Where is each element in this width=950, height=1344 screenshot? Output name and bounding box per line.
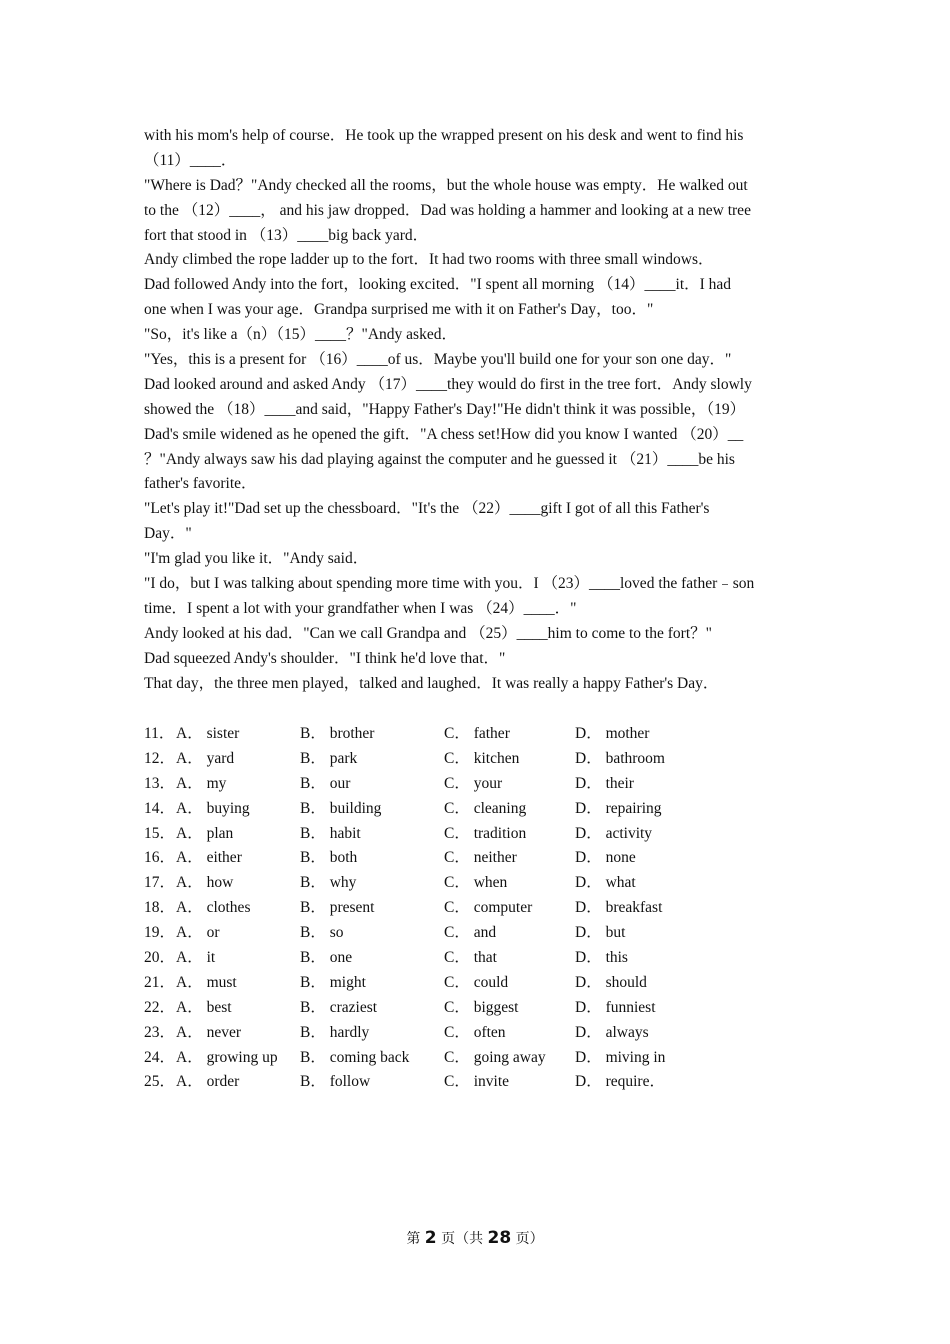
option-d: D． should xyxy=(575,973,647,991)
option-a: A． it xyxy=(176,949,216,967)
option-b: B． park xyxy=(300,749,358,767)
option-d: D． miving in xyxy=(575,1048,666,1066)
question-number: 20． xyxy=(144,949,176,967)
option-c: C． computer xyxy=(444,899,533,917)
passage-line: Dad looked around and asked Andy （17）____they would do first in the tree fort．Andy slowly xyxy=(144,375,752,393)
option-c: C． neither xyxy=(444,849,517,867)
question-number: 13． xyxy=(144,774,176,792)
option-c: C． when xyxy=(444,874,508,892)
footer-middle: 页（共 xyxy=(436,1231,488,1247)
question-number: 11． xyxy=(144,725,175,742)
option-c: C． your xyxy=(444,774,503,792)
passage-line: Andy climbed the rope ladder up to the fort．It had two rooms with three small windows． xyxy=(144,251,714,269)
passage-line: father's favorite． xyxy=(144,475,257,493)
footer-prefix: 第 xyxy=(406,1231,425,1247)
option-b: B． brother xyxy=(300,725,375,742)
option-a: A． or xyxy=(176,924,220,942)
current-page-number: 2 xyxy=(424,1228,437,1248)
option-b: B． might xyxy=(300,973,366,991)
option-b: B． so xyxy=(300,924,344,942)
option-a: A． either xyxy=(176,849,242,867)
option-c: C． father xyxy=(444,725,510,742)
passage-line: Dad squeezed Andy's shoulder．"I think he'd love that．" xyxy=(144,649,506,667)
passage-line: Dad followed Andy into the fort，looking excited．"I spent all morning （14）____it．I had xyxy=(144,276,732,294)
question-number: 23． xyxy=(144,1023,176,1041)
option-c: C． tradition xyxy=(444,824,527,842)
passage-line: "So，it's like a（n）（15）____？"Andy asked． xyxy=(144,326,457,344)
option-b: B． coming back xyxy=(300,1048,410,1066)
passage-line: showed the （18）____and said，"Happy Father's Day!"He didn't think it was possible，（19） xyxy=(144,400,746,418)
passage-line: （11）____． xyxy=(144,151,237,169)
question-number: 12． xyxy=(144,749,176,767)
option-b: B． one xyxy=(300,949,353,967)
option-a: A． order xyxy=(176,1073,240,1091)
total-page-count: 28 xyxy=(487,1228,512,1248)
option-c: C． could xyxy=(444,973,509,991)
question-number: 21． xyxy=(144,973,176,991)
option-d: D． activity xyxy=(575,824,653,842)
option-c: C． cleaning xyxy=(444,799,527,817)
page-footer xyxy=(0,1228,950,1248)
option-d: D． none xyxy=(575,849,636,867)
option-d: D． always xyxy=(575,1023,649,1041)
option-b: B． habit xyxy=(300,824,361,842)
passage-line: "Yes，this is a present for （16）____of us．Maybe you'll build one for your son one day．" xyxy=(144,351,732,369)
option-c: C． going away xyxy=(444,1048,546,1066)
question-number: 16． xyxy=(144,849,176,867)
option-c: C． that xyxy=(444,949,497,967)
option-a: A． yard xyxy=(176,749,235,767)
question-number: 15． xyxy=(144,824,176,842)
option-a: A． never xyxy=(176,1023,241,1041)
option-d: D． what xyxy=(575,874,636,892)
question-number: 25． xyxy=(144,1073,176,1091)
option-c: C． invite xyxy=(444,1073,510,1091)
option-d: D． their xyxy=(575,774,634,792)
passage-line: "Where is Dad？"Andy checked all the rooms，but the whole house was empty．He walked out xyxy=(144,176,748,194)
option-a: A． buying xyxy=(176,799,250,817)
option-a: A． plan xyxy=(176,824,234,842)
option-c: C． kitchen xyxy=(444,749,520,767)
passage-line: "Let's play it!"Dad set up the chessboard．"It's the （22）____gift I got of all this Father's xyxy=(144,500,710,518)
option-b: B． present xyxy=(300,899,375,917)
question-number: 24． xyxy=(144,1048,176,1066)
option-a: A． best xyxy=(176,998,232,1016)
option-d: D． breakfast xyxy=(575,899,663,917)
option-c: C． often xyxy=(444,1023,506,1041)
passage-line: "I do，but I was talking about spending more time with you．I （23）____loved the father﹣son xyxy=(144,575,755,593)
question-number: 22． xyxy=(144,998,176,1016)
option-d: D． but xyxy=(575,924,626,942)
passage-line: time．I spent a lot with your grandfather when I was （24）____．" xyxy=(144,599,577,617)
option-b: B． both xyxy=(300,849,358,867)
option-d: D． this xyxy=(575,949,628,967)
passage-line: to the （12）____， and his jaw dropped．Dad was holding a hammer and looking at a new tree xyxy=(144,201,751,219)
option-c: C． biggest xyxy=(444,998,519,1016)
option-a: A． how xyxy=(176,874,234,892)
question-number: 17． xyxy=(144,874,176,892)
option-a: A． my xyxy=(176,774,227,792)
option-d: D． mother xyxy=(575,725,650,742)
option-d: D． require． xyxy=(575,1073,665,1091)
option-b: B． hardly xyxy=(300,1023,370,1041)
footer-suffix: 页） xyxy=(511,1231,544,1247)
option-b: B． building xyxy=(300,799,382,817)
passage-line: Day．" xyxy=(144,525,192,543)
option-a: A． sister xyxy=(176,725,240,742)
passage-line: That day，the three men played，talked and laughed．It was really a happy Father's Day． xyxy=(144,674,719,692)
passage-line: "I'm glad you like it．"Andy said． xyxy=(144,550,369,568)
question-number: 18． xyxy=(144,899,176,917)
option-b: B． follow xyxy=(300,1073,371,1091)
option-d: D． funniest xyxy=(575,998,656,1016)
option-a: A． growing up xyxy=(176,1048,278,1066)
passage-line: fort that stood in （13）____big back yard． xyxy=(144,226,429,244)
question-number: 19． xyxy=(144,924,176,942)
passage-line: Andy looked at his dad．"Can we call Grandpa and （25）____him to come to the fort？" xyxy=(144,624,712,642)
passage-line: one when I was your age．Grandpa surprised me with it on Father's Day，too．" xyxy=(144,301,654,319)
passage-line: Dad's smile widened as he opened the gift．"A chess set!How did you know I wanted （20）__ xyxy=(144,425,744,443)
option-a: A． must xyxy=(176,973,237,991)
reading-passage xyxy=(144,124,810,696)
passage-line: with his mom's help of course．He took up the wrapped present on his desk and went to find his xyxy=(144,127,744,144)
option-b: B． craziest xyxy=(300,998,378,1016)
option-d: D． repairing xyxy=(575,799,662,817)
option-b: B． why xyxy=(300,874,357,892)
option-a: A． clothes xyxy=(176,899,251,917)
option-c: C． and xyxy=(444,924,497,942)
option-d: D． bathroom xyxy=(575,749,665,767)
option-b: B． our xyxy=(300,774,351,792)
question-number: 14． xyxy=(144,799,176,817)
passage-line: ？"Andy always saw his dad playing against the computer and he guessed it （21）____be his xyxy=(144,450,735,468)
